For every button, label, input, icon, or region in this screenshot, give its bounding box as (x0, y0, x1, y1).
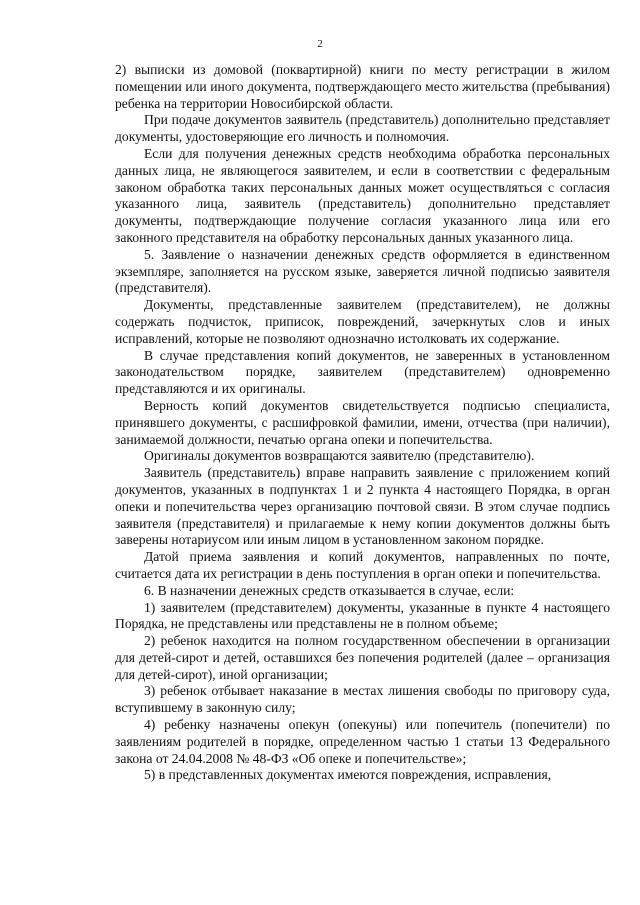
paragraph: 3) ребенок отбывает наказание в местах лишения свободы по приговору суда, вступившему в законную силу; (115, 683, 610, 716)
paragraph: Верность копий документов свидетельствуется подписью специалиста, принявшего документы, с расшифровкой фамилии, имени, отчества (при наличии), занимаемой должности, печатью органа опеки и попечительства. (115, 397, 610, 447)
paragraph: Заявитель (представитель) вправе направить заявление с приложением копий документов, указанных в подпунктах 1 и 2 пункта 4 настоящего Порядка, в орган опеки и попечительства через организацию почтовой связи. В этом случае подпись заявителя (представителя) и прилагаемые к нему копии документов должны быть заверены нотариусом или иным лицом в установленном законом порядке. (115, 465, 610, 548)
paragraph: 5. Заявление о назначении денежных средств оформляется в единственном экземпляре, заполняется на русском языке, заверяется личной подписью заявителя (представителя). (115, 246, 610, 296)
paragraph: 1) заявителем (представителем) документы, указанные в пункте 4 настоящего Порядка, не представлены или представлены не в полном объеме; (115, 599, 610, 632)
page-number: 2 (317, 38, 323, 50)
document-body (115, 62, 610, 784)
paragraph: 5) в представленных документах имеются повреждения, исправления, (144, 767, 552, 783)
paragraph: 6. В назначении денежных средств отказывается в случае, если: (144, 582, 515, 598)
paragraph: При подаче документов заявитель (представитель) дополнительно представляет документы, удостоверяющие его личность и полномочия. (115, 112, 610, 145)
paragraph: Документы, представленные заявителем (представителем), не должны содержать подчисток, приписок, повреждений, зачеркнутых слов и иных исправлений, которые не позволяют однозначно истолковать их содержание. (115, 297, 610, 346)
paragraph: Оригиналы документов возвращаются заявителю (представителю). (144, 448, 535, 464)
paragraph: 2) ребенок находится на полном государственном обеспечении в организации для детей-сирот и детей, оставшихся без попечения родителей (далее – организация для детей-сирот), иной организации; (115, 633, 610, 682)
paragraph: В случае представления копий документов, не заверенных в установленном законодательством порядке, заявителем (представителем) одновременно представляются и их оригиналы. (115, 347, 610, 397)
paragraph: Датой приема заявления и копий документов, направленных по почте, считается дата их регистрации в день поступления в орган опеки и попечительства. (115, 549, 610, 581)
paragraph: 4) ребенку назначены опекун (опекуны) или попечитель (попечители) по заявлениям родителей в порядке, определенном частью 1 статьи 13 Федерального закона от 24.04.2008 № 48-ФЗ «Об опеке и попечительстве»; (115, 717, 610, 766)
paragraph: Если для получения денежных средств необходима обработка персональных данных лица, не являющегося заявителем, и если в соответствии с федеральным законом обработка таких персональных данных может осуществляться с согласия указанного лица, заявитель (представитель) дополнительно представляет документы, подтверждающие получение согласия указанного лица или его законного представителя на обработку персональных данных указанного лица. (115, 145, 610, 245)
paragraph: 2) выписки из домовой (поквартирной) книги по месту регистрации в жилом помещении или иного документа, подтверждающего место жительства (пребывания) ребенка на территории Новосибирской области. (115, 62, 610, 111)
